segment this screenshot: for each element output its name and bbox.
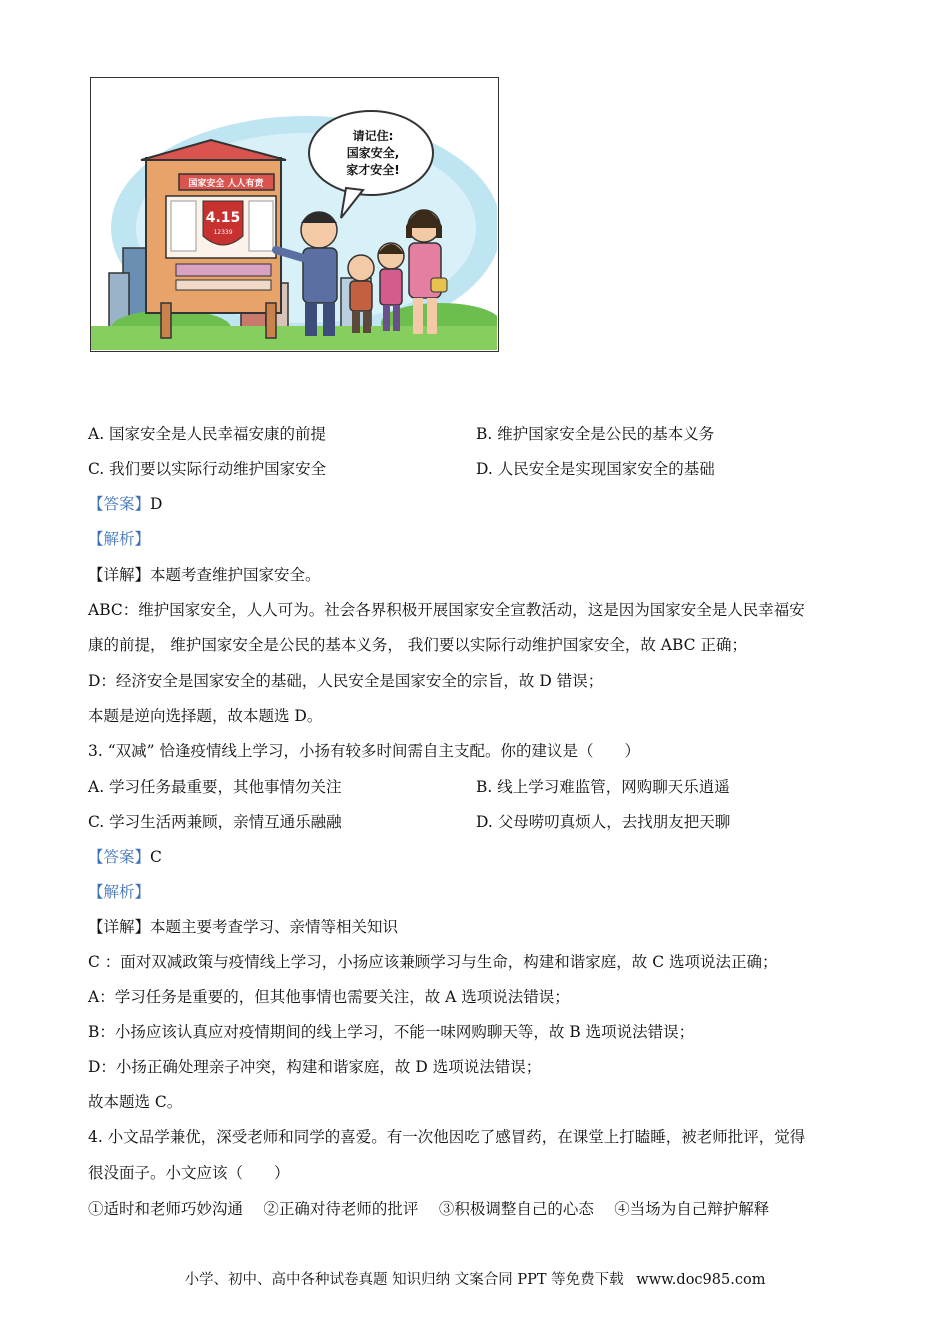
q3-option-d: D. 父母唠叨真烦人，去找朋友把天聊 <box>476 813 731 831</box>
q4-stem-line-2: 很没面子。小文应该（ ） <box>88 1164 290 1182</box>
speech-line-2: 国家安全, <box>346 146 400 160</box>
q3-detail-line-5: 故本题选 C。 <box>88 1093 183 1111</box>
detail-text: 本题主要考查学习、亲情等相关知识 <box>150 918 399 936</box>
q3-analysis-tag: 【解析】 <box>88 883 151 901</box>
q2-option-b: B. 维护国家安全是公民的基本义务 <box>476 425 715 443</box>
answer-value: C <box>150 848 162 866</box>
footer-text: 小学、初中、高中各种试卷真题 知识归纳 文案合同 PPT 等免费下载 <box>184 1272 624 1288</box>
q3-detail-line-1: C ：面对双减政策与疫情线上学习，小扬应该兼顾学习与生命，构建和谐家庭，故 C 选项说法正确； <box>88 953 778 971</box>
q3-stem: 3. “双减” 恰逢疫情线上学习，小扬有较多时间需自主支配。你的建议是（ ） <box>88 742 640 760</box>
cartoon-illustration <box>90 77 499 352</box>
q3-answer <box>88 846 162 868</box>
q3-detail-line-2: A：学习任务是重要的，但其他事情也需要关注，故 A 选项说法错误； <box>88 988 570 1006</box>
q2-detail-line-4: 本题是逆向选择题，故本题选 D。 <box>88 707 323 725</box>
q3-option-a: A. 学习任务最重要，其他事情勿关注 <box>88 778 342 796</box>
q2-detail-line-3: D：经济安全是国家安全的基础，人民安全是国家安全的宗旨，故 D 错误； <box>88 672 604 690</box>
q2-answer <box>88 493 162 515</box>
q2-detail-line-2: 康的前提， 维护国家安全是公民的基本义务， 我们要以实际行动维护国家安全，故 ABC 正确； <box>88 636 747 654</box>
page-footer <box>0 1268 950 1289</box>
q3-option-b: B. 线上学习难监管，网购聊天乐逍遥 <box>476 778 730 796</box>
q2-option-c: C. 我们要以实际行动维护国家安全 <box>88 460 327 478</box>
q3-detail-line-3: B：小扬应该认真应对疫情期间的线上学习，不能一味网购聊天等，故 B 选项说法错误； <box>88 1023 695 1041</box>
q2-option-d: D. 人民安全是实现国家安全的基础 <box>476 460 715 478</box>
detail-tag: 【详解】 <box>88 566 151 584</box>
q2-detail <box>88 564 321 586</box>
q4-stem-line-1: 4. 小文品学兼优，深受老师和同学的喜爱。有一次他因吃了感冒药，在课堂上打瞌睡，被老师批评，觉得 <box>88 1128 806 1146</box>
poster-number: 4.15 <box>205 210 241 226</box>
speech-line-1: 请记住: <box>352 129 394 143</box>
answer-tag: 【答案】 <box>88 495 151 513</box>
footer-link[interactable]: www.doc985.com <box>636 1272 766 1288</box>
q3-detail-line-4: D：小扬正确处理亲子冲突，构建和谐家庭，故 D 选项说法错误； <box>88 1058 542 1076</box>
q3-option-c: C. 学习生活两兼顾，亲情互通乐融融 <box>88 813 342 831</box>
q2-analysis-tag: 【解析】 <box>88 530 151 548</box>
answer-tag: 【答案】 <box>88 848 151 866</box>
q3-detail <box>88 916 398 938</box>
detail-tag: 【详解】 <box>88 918 151 936</box>
detail-text: 本题考查维护国家安全。 <box>150 566 321 584</box>
poster-hotline: 12339 <box>213 229 233 236</box>
q2-detail-line-1: ABC：维护国家安全，人人可为。社会各界积极开展国家安全宣教活动，这是因为国家安全是人民幸福安 <box>88 601 805 619</box>
answer-value: D <box>150 495 163 513</box>
q2-option-a: A. 国家安全是人民幸福安康的前提 <box>88 425 327 443</box>
q4-choices: ①适时和老师巧妙沟通 ②正确对待老师的批评 ③积极调整自己的心态 ④当场为自己辩护解释 <box>88 1200 770 1218</box>
board-title: 国家安全 人人有责 <box>188 179 264 189</box>
speech-line-3: 家才安全! <box>346 163 400 177</box>
